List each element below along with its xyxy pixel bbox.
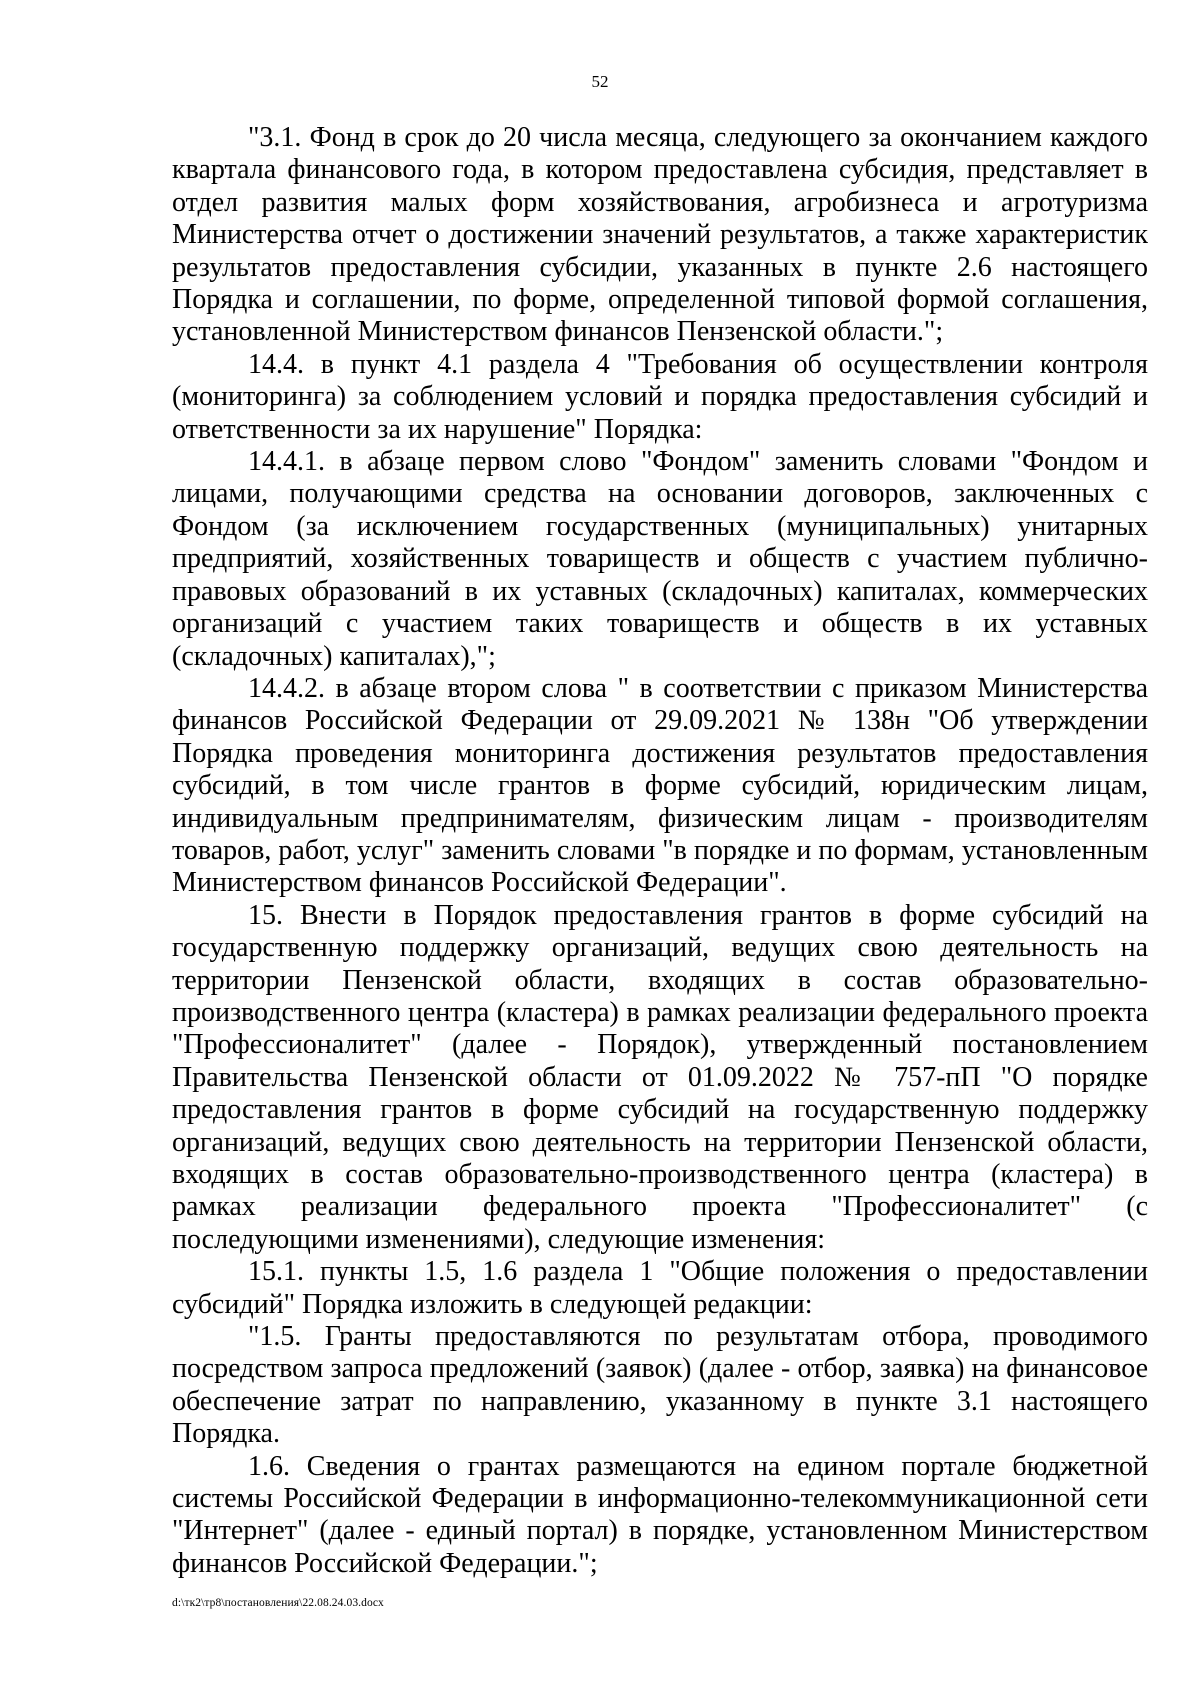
paragraph-15: 15. Внести в Порядок предоставления грантов в форме субсидий на государственную поддержку организаций, ведущих свою деятельность на территории Пензенской области, входящих в состав образовательно-производственного центра (кластера) в рамках реализации федерального проекта "Профессионалитет" (далее - Порядок), утвержденный постановлением Правительства Пензенской области от 01.09.2022 № 757-пП "О порядке предоставления грантов в форме субсидий на государственную поддержку организаций, ведущих свою деятельность на территории Пензенской области, входящих в состав образовательно-производственного центра (кластера) в рамках реализации федерального проекта "Профессионалитет" (с последующими изменениями), следующие изменения:	[172, 899, 1148, 1255]
document-body	[172, 122, 1148, 1580]
paragraph-1-6: 1.6. Сведения о грантах размещаются на едином портале бюджетной системы Российской Федерации в информационно-телекоммуникационной сети "Интернет" (далее - единый портал) в порядке, установленном Министерством финансов Российской Федерации.";	[172, 1450, 1148, 1579]
paragraph-14-4-1: 14.4.1. в абзаце первом слово "Фондом" заменить словами "Фондом и лицами, получающими средства на основании договоров, заключенных с Фондом (за исключением государственных (муниципальных) унитарных предприятий, хозяйственных товариществ и обществ с участием публично-правовых образований в их уставных (складочных) капиталах, коммерческих организаций с участием таких товариществ и обществ в их уставных (складочных) капиталах),";	[172, 446, 1148, 672]
page-number: 52	[591, 72, 609, 91]
paragraph-3-1: "3.1. Фонд в срок до 20 числа месяца, следующего за окончанием каждого квартала финансового года, в котором предоставлена субсидия, представляет в отдел развития малых форм хозяйствования, агробизнеса и агротуризма Министерства отчет о достижении значений результатов, а также характеристик результатов предоставления субсидии, указанных в пункте 2.6 настоящего Порядка и соглашении, по форме, определенной типовой формой соглашения, установленной Министерством финансов Пензенской области.";	[172, 122, 1148, 348]
paragraph-1-5: "1.5. Гранты предоставляются по результатам отбора, проводимого посредством запроса предложений (заявок) (далее - отбор, заявка) на финансовое обеспечение затрат по направлению, указанному в пункте 3.1 настоящего Порядка.	[172, 1321, 1148, 1450]
paragraph-15-1: 15.1. пункты 1.5, 1.6 раздела 1 "Общие положения о предоставлении субсидий" Порядка изложить в следующей редакции:	[172, 1256, 1148, 1320]
paragraph-14-4-2: 14.4.2. в абзаце втором слова " в соответствии с приказом Министерства финансов Российской Федерации от 29.09.2021 № 138н "Об утверждении Порядка проведения мониторинга достижения результатов предоставления субсидий, в том числе грантов в форме субсидий, юридическим лицам, индивидуальным предпринимателям, физическим лицам - производителям товаров, работ, услуг" заменить словами "в порядке и по формам, установленным Министерством финансов Российской Федерации".	[172, 672, 1148, 899]
footer-file-path: d:\тк2\тр8\постановления\22.08.24.03.docx	[172, 1597, 384, 1609]
paragraph-14-4: 14.4. в пункт 4.1 раздела 4 "Требования об осуществлении контроля (мониторинга) за соблюдением условий и порядка предоставления субсидий и ответственности за их нарушение" Порядка:	[172, 348, 1148, 445]
